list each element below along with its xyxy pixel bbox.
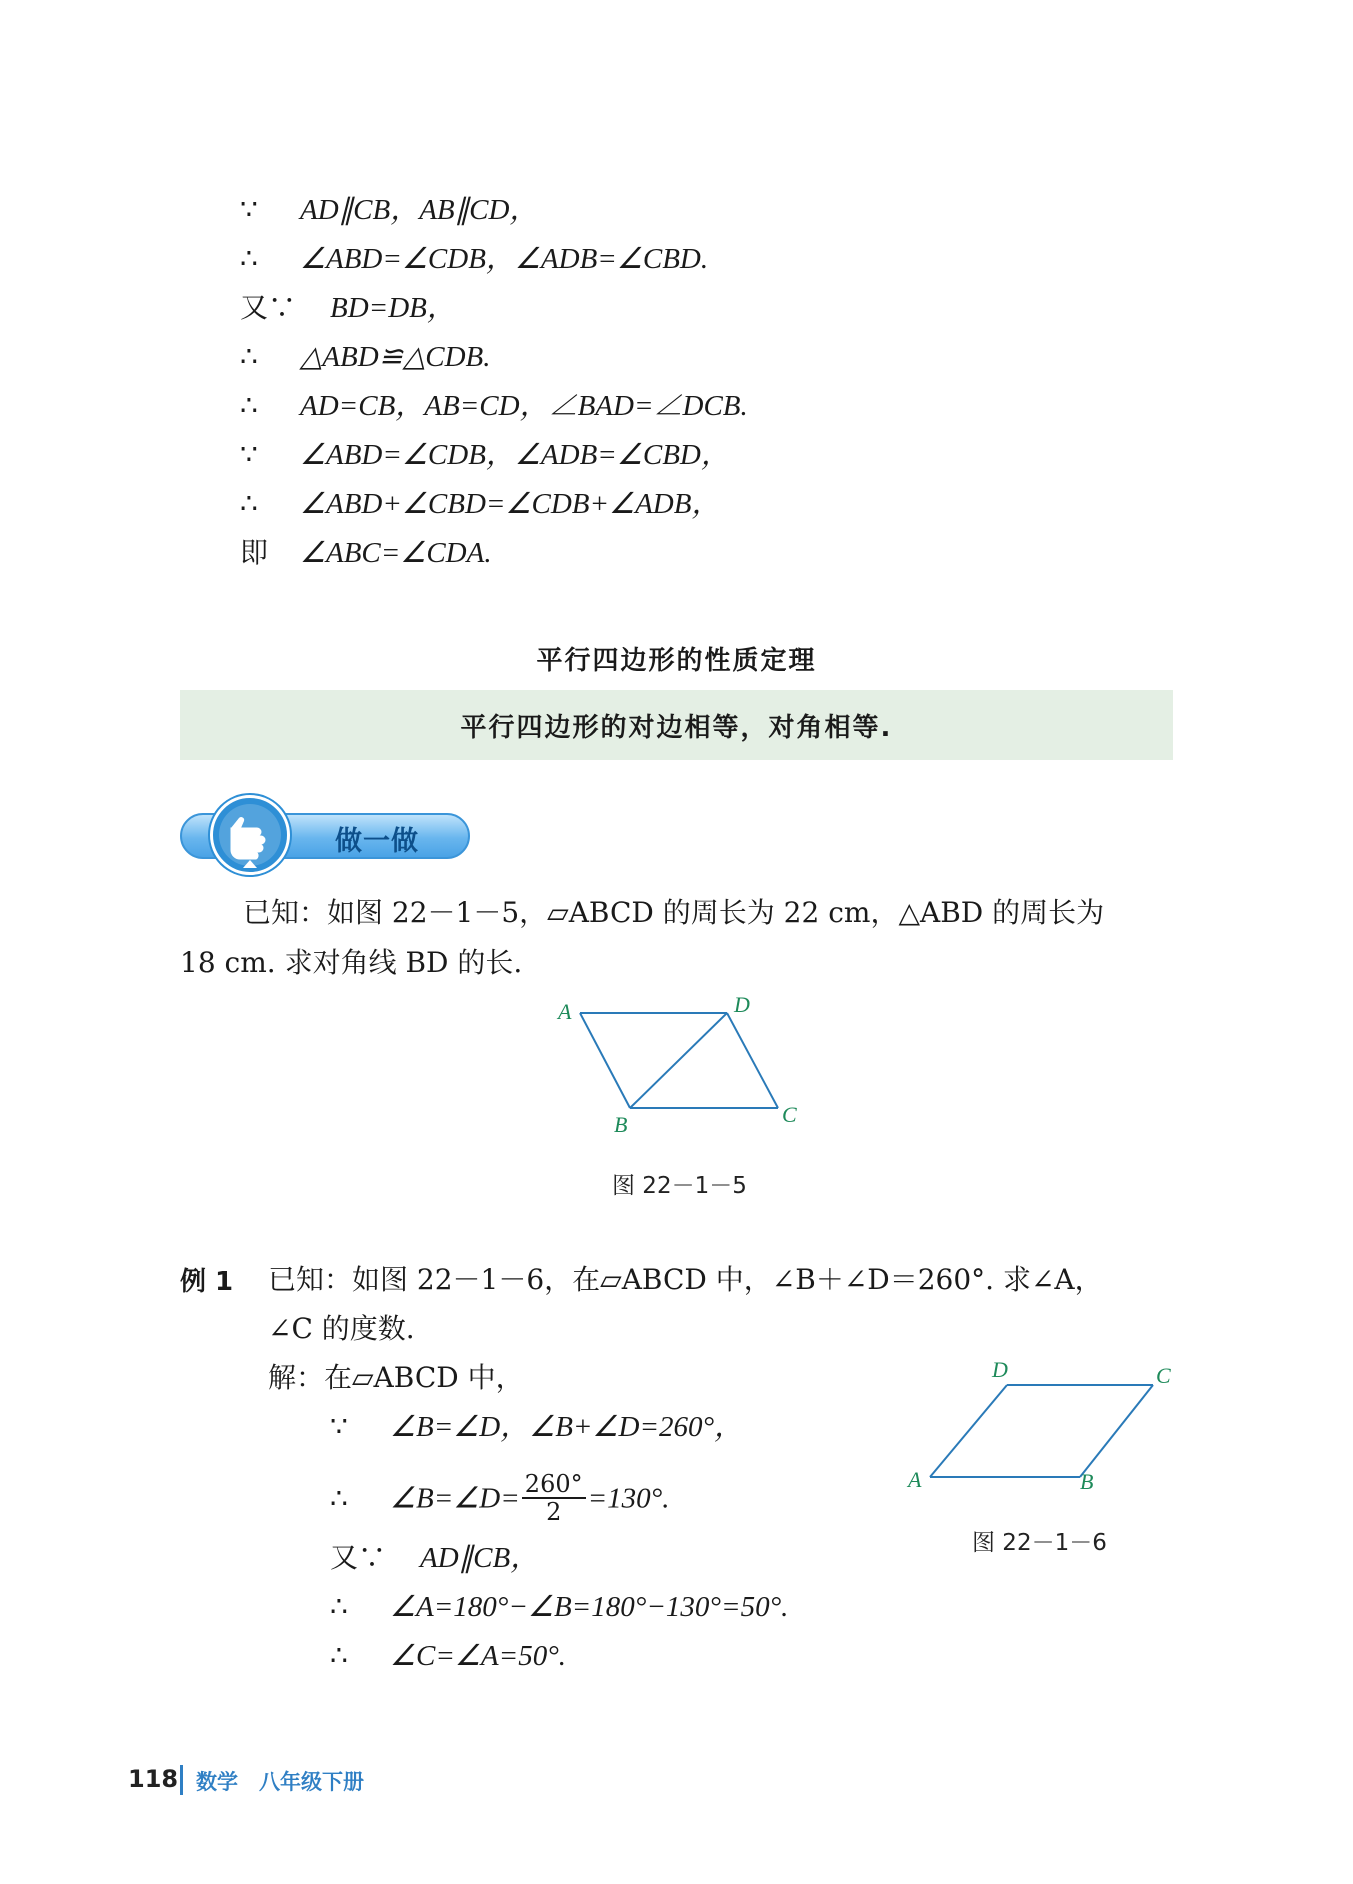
ji-symbol: 即 [240,536,269,569]
proof-expression: AD∥CB，AB∥CD， [300,194,539,226]
proof-expression: ∠ABD=∠CDB，∠ADB=∠CBD. [300,243,709,275]
activity-line-1: 已知：如图 22－1－5，▱ABCD 的周长为 22 cm，△ABD 的周长为 [243,896,1105,929]
proof-line [240,239,708,279]
solution-expression: ∠B=∠D= [390,1482,520,1515]
activity-badge [180,795,470,880]
solution-step [330,1587,788,1627]
proof-expression: ∠ABD=∠CDB，∠ADB=∠CBD， [300,439,730,471]
activity-line-2: 18 cm. 求对角线 BD 的长. [180,946,523,979]
vertex-label: D [992,1357,1008,1382]
example-line-1: 已知：如图 22－1－6，在▱ABCD 中，∠B＋∠D＝260°. 求∠A， [268,1263,1103,1296]
solution-expression: ∠A=180°−∠B=180°−130°=50°. [390,1591,789,1623]
edge-ba [580,1013,630,1108]
therefore-symbol: ∴ [240,242,258,275]
proof-line [240,288,456,328]
solution-step [330,1470,670,1526]
therefore-symbol: ∴ [330,1481,348,1515]
figure-caption: 图 22－1－5 [612,1173,747,1199]
and-because-symbol: 又∵ [240,291,297,324]
proof-line [240,190,538,230]
proof-expression: ∠ABD+∠CBD=∠CDB+∠ADB， [300,488,721,520]
activity-label: 做一做 [335,826,419,857]
because-symbol: ∵ [240,438,258,471]
figure-22-1-6 [900,1355,1180,1490]
proof-line [240,435,730,475]
solution-step [330,1407,743,1447]
proof-expression: ∠ABC=∠CDA. [300,537,492,569]
example-label: 例 1 [180,1267,234,1297]
solution-step [330,1538,539,1578]
solution-expression: AD∥CB， [420,1542,540,1574]
diagonal-bd [630,1013,727,1108]
edge-cb [1080,1385,1153,1477]
proof-line [240,386,748,426]
figure-22-1-5 [550,990,810,1140]
theorem-box [180,690,1173,760]
solution-expression: =130°. [587,1482,670,1515]
proof-line [240,484,720,524]
therefore-symbol: ∴ [240,487,258,520]
theorem-text: 平行四边形的对边相等，对角相等. [460,713,893,743]
figure-caption: 图 22－1－6 [972,1530,1107,1556]
theorem-title: 平行四边形的性质定理 [536,646,817,676]
because-symbol: ∵ [240,193,258,226]
hand-icon [210,795,290,875]
vertex-label: D [734,992,750,1017]
therefore-symbol: ∴ [240,340,258,373]
example-line-2: ∠C 的度数. [268,1312,415,1345]
fraction-numerator: 260° [522,1471,586,1499]
vertex-label: C [782,1102,797,1127]
therefore-symbol: ∴ [330,1639,348,1672]
solution-heading: 解：在▱ABCD 中， [268,1361,524,1394]
solution-expression: ∠C=∠A=50°. [390,1640,567,1672]
solution-expression: ∠B=∠D，∠B+∠D=260°， [390,1411,744,1443]
vertex-label: C [1156,1363,1171,1388]
proof-expression: BD=DB， [330,292,456,324]
vertex-label: A [908,1467,922,1490]
vertex-label: B [1080,1469,1094,1490]
proof-line [240,337,491,377]
vertex-label: B [614,1112,628,1137]
solution-step [330,1636,566,1676]
proof-expression: AD=CB，AB=CD，∠BAD=∠DCB. [300,390,748,422]
vertex-label: A [558,999,572,1024]
footer-divider [180,1765,183,1795]
and-because-symbol: 又∵ [330,1541,387,1574]
page-number: 118 [128,1765,179,1793]
book-title: 数学 八年级下册 [196,1770,364,1794]
fraction-denominator: 2 [546,1498,562,1526]
fraction [522,1471,586,1525]
edge-dc [727,1013,778,1108]
therefore-symbol: ∴ [240,389,258,422]
proof-line [240,533,492,573]
because-symbol: ∵ [330,1410,348,1443]
proof-expression: △ABD≌△CDB. [300,341,491,373]
therefore-symbol: ∴ [330,1590,348,1623]
edge-ad [930,1385,1007,1477]
